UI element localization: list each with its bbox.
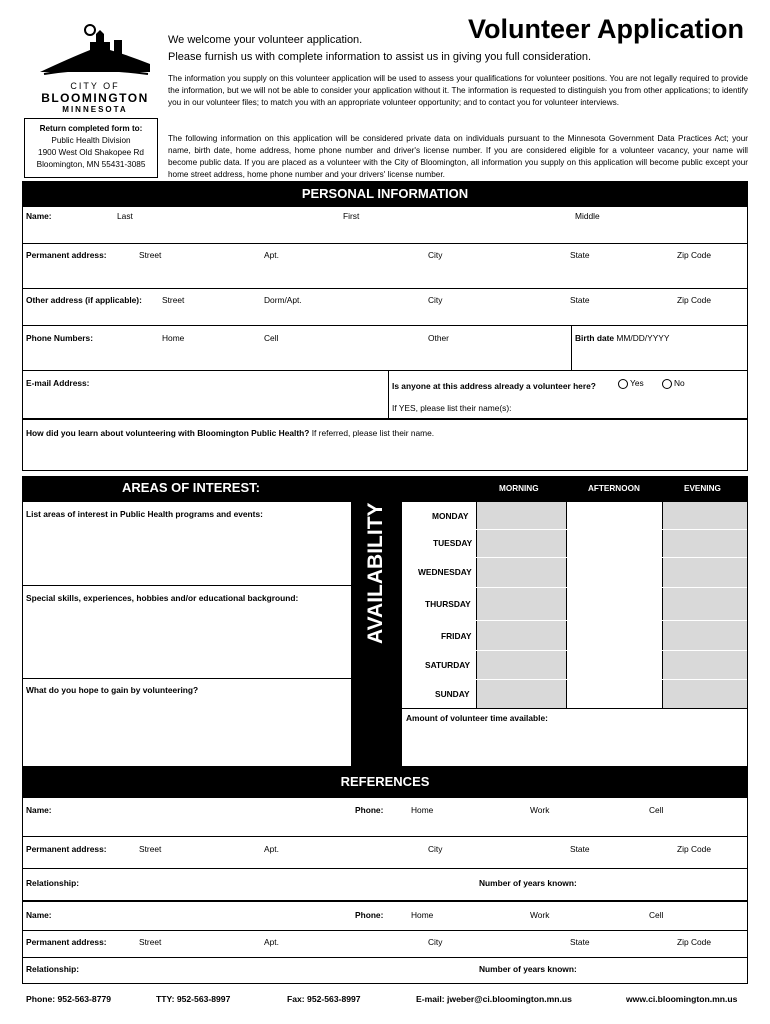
ref2-state-field[interactable]: State — [570, 937, 590, 947]
day-saturday: SATURDAY — [425, 660, 471, 670]
email-label: E-mail Address: — [26, 378, 90, 388]
return-line-2: 1900 West Old Shakopee Rd — [38, 148, 144, 157]
perm-address-label: Permanent address: — [26, 250, 107, 260]
amount-time-label: Amount of volunteer time available: — [406, 713, 548, 723]
furnish-text: Please furnish us with complete information to assist us in giving you full consideration. — [168, 51, 592, 63]
name-label: Name: — [26, 211, 52, 221]
return-line-1: Public Health Division — [51, 136, 131, 145]
afternoon-header: AFTERNOON — [588, 484, 640, 493]
city-logo — [30, 20, 160, 115]
day-thursday: THURSDAY — [425, 599, 471, 609]
areas-heading: AREAS OF INTEREST: — [122, 480, 260, 495]
day-sunday: SUNDAY — [435, 689, 470, 699]
day-tuesday: TUESDAY — [433, 538, 473, 548]
info-paragraph-1: The information you supply on this volunteer application will be used to assess your qualifications for volunteer positions. You are not legally required to provide the information, but we will not be able to consider your application without it. The information is requested to distinguish you from other applications; to identify you in our volunteer files; to match you with an appropriate volunteer opportunity; and to contact you for volunteer interviews. — [168, 74, 748, 107]
ref2-work-field[interactable]: Work — [530, 910, 550, 920]
ref1-zip-field[interactable]: Zip Code — [677, 844, 711, 854]
ref1-cell-field[interactable]: Cell — [649, 805, 664, 815]
availability-label: AVAILABILITY — [364, 502, 387, 644]
morning-header: MORNING — [499, 484, 539, 493]
other-city-field[interactable]: City — [428, 295, 443, 305]
middle-name-field[interactable]: Middle — [575, 211, 600, 221]
radio-circle-icon — [618, 379, 628, 389]
ref1-city-field[interactable]: City — [428, 844, 443, 854]
phone-numbers-label: Phone Numbers: — [26, 333, 94, 343]
org-minnesota: MINNESOTA — [62, 105, 128, 114]
no-label: No — [674, 378, 685, 388]
ref1-phone-label: Phone: — [355, 805, 384, 815]
ref1-state-field[interactable]: State — [570, 844, 590, 854]
first-name-field[interactable]: First — [343, 211, 360, 221]
other-zip-field[interactable]: Zip Code — [677, 295, 711, 305]
how-learn-question[interactable] — [26, 428, 434, 438]
ref2-city-field[interactable]: City — [428, 937, 443, 947]
return-title: Return completed form to: — [39, 124, 143, 133]
birth-date-field[interactable] — [575, 333, 669, 343]
info-paragraph-2: The following information on this application will be considered private data on individuals pursuant to the Minnesota Government Data Practices Act; your name, birth date, home address, home phone number and driver's license number. If you are considered eligible for a volunteer vacancy, your name will become public data. If you are placed as a volunteer with the City of Bloomington, all information you supply on this application will become public except your home street address, home phone number and your drivers' license number. — [168, 134, 748, 179]
ref2-years-label: Number of years known: — [479, 964, 577, 974]
ref1-address-label: Permanent address: — [26, 844, 107, 854]
perm-zip-field[interactable]: Zip Code — [677, 250, 711, 260]
evening-header: EVENING — [684, 484, 721, 493]
return-address-box — [24, 118, 158, 178]
day-wednesday: WEDNESDAY — [418, 567, 472, 577]
perm-state-field[interactable]: State — [570, 250, 590, 260]
skyline-icon — [30, 20, 160, 80]
references-header: REFERENCES — [22, 766, 748, 798]
cell-phone-field[interactable]: Cell — [264, 333, 279, 343]
footer-tty: TTY: 952-563-8997 — [156, 994, 231, 1004]
birth-date-label: Birth date — [575, 333, 615, 343]
yes-radio[interactable] — [618, 378, 644, 389]
org-bloomington: BLOOMINGTON — [41, 91, 149, 105]
footer-fax: Fax: 952-563-8997 — [287, 994, 361, 1004]
list-areas-label: List areas of interest in Public Health programs and events: — [26, 509, 263, 519]
ref2-name-label: Name: — [26, 910, 52, 920]
welcome-text: We welcome your volunteer application. — [168, 34, 363, 46]
ref1-apt-field[interactable]: Apt. — [264, 844, 279, 854]
ref1-relationship-label: Relationship: — [26, 878, 80, 888]
personal-info-header: PERSONAL INFORMATION — [22, 181, 748, 207]
ref2-relationship-label: Relationship: — [26, 964, 80, 974]
ref2-zip-field[interactable]: Zip Code — [677, 937, 711, 947]
ref1-home-field[interactable]: Home — [411, 805, 434, 815]
other-dorm-field[interactable]: Dorm/Apt. — [264, 295, 302, 305]
no-radio[interactable] — [662, 378, 685, 389]
ref2-home-field[interactable]: Home — [411, 910, 434, 920]
other-phone-field[interactable]: Other — [428, 333, 449, 343]
footer-email[interactable]: E-mail: jweber@ci.bloomington.mn.us — [416, 994, 572, 1004]
perm-apt-field[interactable]: Apt. — [264, 250, 279, 260]
day-friday: FRIDAY — [441, 631, 472, 641]
ref2-address-label: Permanent address: — [26, 937, 107, 947]
footer-website[interactable]: www.ci.bloomington.mn.us — [626, 994, 738, 1004]
yes-label: Yes — [630, 378, 644, 388]
ref2-street-field[interactable]: Street — [139, 937, 162, 947]
ref2-phone-label: Phone: — [355, 910, 384, 920]
ref1-name-label: Name: — [26, 805, 52, 815]
perm-street-field[interactable]: Street — [139, 250, 162, 260]
last-name-field[interactable]: Last — [117, 211, 133, 221]
if-yes-text: If YES, please list their name(s): — [392, 403, 512, 413]
birth-date-format: MM/DD/YYYY — [616, 333, 670, 343]
other-state-field[interactable]: State — [570, 295, 590, 305]
page-title: Volunteer Application — [467, 14, 744, 44]
how-learn-text: How did you learn about volunteering with Bloomington Public Health? — [26, 428, 310, 438]
other-address-label: Other address (if applicable): — [26, 295, 142, 305]
how-learn-sub: If referred, please list their name. — [311, 428, 435, 438]
volunteer-question — [392, 381, 596, 391]
ref2-cell-field[interactable]: Cell — [649, 910, 664, 920]
perm-city-field[interactable]: City — [428, 250, 443, 260]
gain-label: What do you hope to gain by volunteering? — [26, 685, 199, 695]
return-line-3: Bloomington, MN 55431-3085 — [36, 160, 146, 169]
volunteer-question-text: Is anyone at this address already a volunteer here? — [392, 381, 596, 391]
skills-label: Special skills, experiences, hobbies and/or educational background: — [26, 593, 299, 603]
ref1-street-field[interactable]: Street — [139, 844, 162, 854]
radio-circle-icon — [662, 379, 672, 389]
other-street-field[interactable]: Street — [162, 295, 185, 305]
home-phone-field[interactable]: Home — [162, 333, 185, 343]
ref1-years-label: Number of years known: — [479, 878, 577, 888]
day-monday: MONDAY — [432, 511, 469, 521]
footer-phone: Phone: 952-563-8779 — [26, 994, 112, 1004]
org-city-of: CITY OF — [70, 81, 120, 91]
ref1-work-field[interactable]: Work — [530, 805, 550, 815]
ref2-apt-field[interactable]: Apt. — [264, 937, 279, 947]
